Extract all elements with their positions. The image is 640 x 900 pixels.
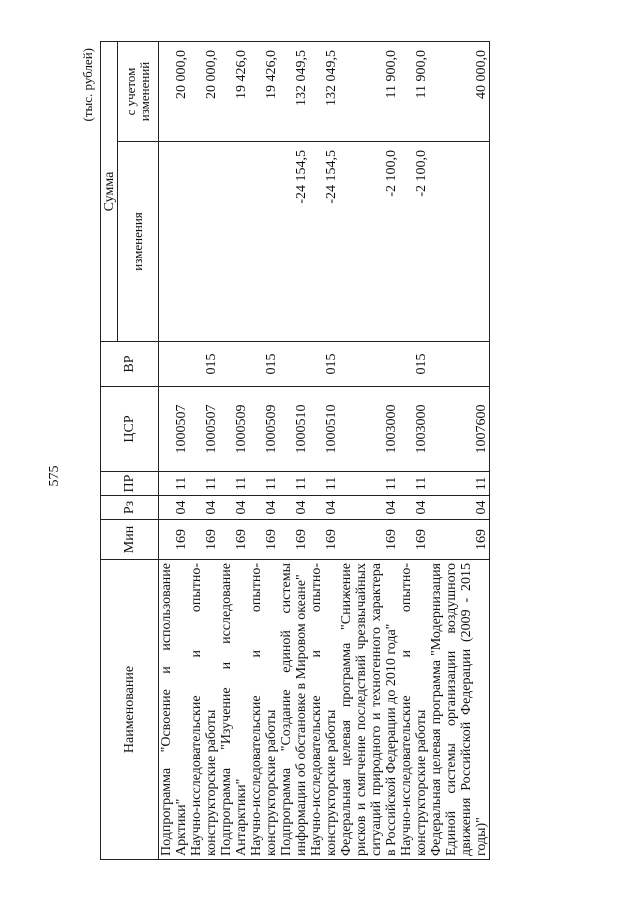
header-rz: Рз bbox=[101, 496, 159, 520]
row-csr: 1003000 bbox=[399, 387, 429, 472]
row-rz: 04 bbox=[309, 496, 339, 520]
row-total: 40 000,0 bbox=[429, 42, 489, 142]
row-csr: 1000509 bbox=[249, 387, 279, 472]
row-name: Федеральная целевая программа "Модернизация Единой системы организации воздушного движения Российской Федерации (2009 - 2015 годы)" bbox=[429, 560, 489, 860]
row-rz: 04 bbox=[189, 496, 219, 520]
row-min: 169 bbox=[309, 520, 339, 560]
row-vr: 015 bbox=[309, 342, 339, 387]
row-min: 169 bbox=[249, 520, 279, 560]
row-pr: 11 bbox=[189, 472, 219, 496]
row-vr: 015 bbox=[249, 342, 279, 387]
table-row bbox=[159, 42, 190, 860]
table-row bbox=[399, 42, 429, 860]
row-total: 19 426,0 bbox=[249, 42, 279, 142]
row-change bbox=[159, 142, 190, 342]
row-name: Научно-исследовательские и опытно-конструкторские работы bbox=[189, 560, 219, 860]
table-row bbox=[309, 42, 339, 860]
header-row-top bbox=[101, 42, 118, 860]
row-min: 169 bbox=[189, 520, 219, 560]
row-pr: 11 bbox=[339, 472, 399, 496]
header-with-change: с учетом изменений bbox=[118, 42, 159, 142]
row-csr: 1003000 bbox=[339, 387, 399, 472]
row-total: 11 900,0 bbox=[339, 42, 399, 142]
row-rz: 04 bbox=[279, 496, 309, 520]
header-sum: Сумма bbox=[101, 42, 118, 342]
row-name: Научно-исследовательские и опытно-конструкторские работы bbox=[249, 560, 279, 860]
table-body bbox=[159, 42, 490, 860]
row-min: 169 bbox=[219, 520, 249, 560]
row-vr bbox=[219, 342, 249, 387]
row-pr: 11 bbox=[219, 472, 249, 496]
row-csr: 1000510 bbox=[279, 387, 309, 472]
row-vr bbox=[159, 342, 190, 387]
row-change: -2 100,0 bbox=[399, 142, 429, 342]
row-csr: 1000507 bbox=[159, 387, 190, 472]
row-vr bbox=[429, 342, 489, 387]
row-pr: 11 bbox=[429, 472, 489, 496]
row-total: 132 049,5 bbox=[279, 42, 309, 142]
row-rz: 04 bbox=[249, 496, 279, 520]
page-number: 575 bbox=[47, 465, 62, 487]
row-rz: 04 bbox=[159, 496, 190, 520]
table-row bbox=[189, 42, 219, 860]
row-name: Федеральная целевая программа "Снижение рисков и смягчение последствий чрезвычайных ситуаций природного и техногенного характера в Российской Федерации до 2010 года" bbox=[339, 560, 399, 860]
row-change: -24 154,5 bbox=[279, 142, 309, 342]
header-csr: ЦСР bbox=[101, 387, 159, 472]
header-change: изменения bbox=[118, 142, 159, 342]
row-change bbox=[189, 142, 219, 342]
table-row bbox=[429, 42, 489, 860]
row-change bbox=[249, 142, 279, 342]
row-total: 20 000,0 bbox=[159, 42, 190, 142]
row-vr: 015 bbox=[399, 342, 429, 387]
row-vr bbox=[279, 342, 309, 387]
row-pr: 11 bbox=[279, 472, 309, 496]
row-rz: 04 bbox=[429, 496, 489, 520]
row-change bbox=[219, 142, 249, 342]
row-change: -2 100,0 bbox=[339, 142, 399, 342]
row-csr: 1000510 bbox=[309, 387, 339, 472]
row-pr: 11 bbox=[309, 472, 339, 496]
table-row bbox=[249, 42, 279, 860]
row-pr: 11 bbox=[399, 472, 429, 496]
row-vr bbox=[339, 342, 399, 387]
row-min: 169 bbox=[399, 520, 429, 560]
row-name: Научно-исследовательские и опытно-конструкторские работы bbox=[399, 560, 429, 860]
row-min: 169 bbox=[279, 520, 309, 560]
row-rz: 04 bbox=[219, 496, 249, 520]
table-row bbox=[219, 42, 249, 860]
row-min: 169 bbox=[339, 520, 399, 560]
row-total: 19 426,0 bbox=[219, 42, 249, 142]
row-pr: 11 bbox=[249, 472, 279, 496]
row-name: Подпрограмма "Освоение и использование Арктики" bbox=[159, 560, 190, 860]
row-rz: 04 bbox=[339, 496, 399, 520]
header-pr: ПР bbox=[101, 472, 159, 496]
row-change bbox=[429, 142, 489, 342]
row-total: 11 900,0 bbox=[399, 42, 429, 142]
budget-table bbox=[100, 41, 490, 860]
header-vr: ВР bbox=[101, 342, 159, 387]
row-name: Подпрограмма "Изучение и исследование Антарктики" bbox=[219, 560, 249, 860]
row-name: Научно-исследовательские и опытно-конструкторские работы bbox=[309, 560, 339, 860]
row-name: Подпрограмма "Создание единой системы информации об обстановке в Мировом океане" bbox=[279, 560, 309, 860]
row-min: 169 bbox=[159, 520, 190, 560]
table-bottom-rule bbox=[489, 42, 490, 860]
row-change: -24 154,5 bbox=[309, 142, 339, 342]
row-total: 20 000,0 bbox=[189, 42, 219, 142]
row-vr: 015 bbox=[189, 342, 219, 387]
row-csr: 1000507 bbox=[189, 387, 219, 472]
row-min: 169 bbox=[429, 520, 489, 560]
row-pr: 11 bbox=[159, 472, 190, 496]
table-row bbox=[339, 42, 399, 860]
header-name: Наименование bbox=[101, 560, 159, 860]
row-csr: 1007600 bbox=[429, 387, 489, 472]
rotated-page-content bbox=[80, 40, 560, 860]
header-min: Мин bbox=[101, 520, 159, 560]
row-rz: 04 bbox=[399, 496, 429, 520]
row-csr: 1000509 bbox=[219, 387, 249, 472]
table-row bbox=[279, 42, 309, 860]
units-label: (тыс. рублей) bbox=[80, 48, 95, 122]
row-total: 132 049,5 bbox=[309, 42, 339, 142]
